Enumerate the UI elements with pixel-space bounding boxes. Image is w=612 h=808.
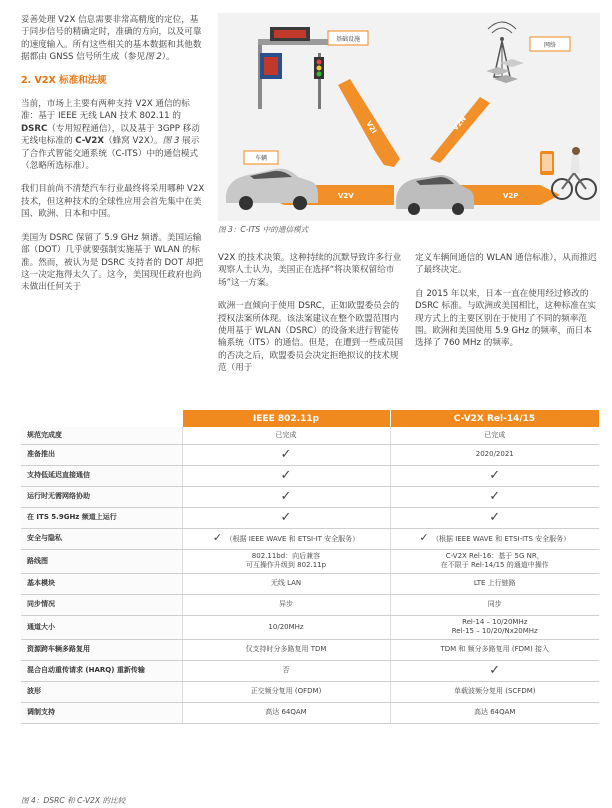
cv2x-cell: Rel-14 – 10/20MHz Rel-15 – 10/20/Nx20MHz (390, 615, 599, 639)
vehicle-label: 车辆 (254, 155, 268, 162)
cv2x-cell: 2020/2021 (390, 444, 599, 465)
feature-cell: 波形 (21, 681, 182, 702)
ieee-cell: 高达 64QAM (182, 702, 390, 723)
feature-cell: 调制支持 (21, 702, 182, 723)
standards-text-d: 展示了合作式智能交通系统（C-ITS）中的通信模式（忽略所选标准）。 (21, 136, 200, 172)
ieee-cell (182, 528, 390, 549)
checkmark-icon: ✓ (212, 531, 226, 544)
smartphone-icon (540, 151, 554, 175)
ieee-cell: ✓ (182, 486, 390, 507)
feature-cell: 规范完成度 (21, 427, 182, 444)
figure-4-caption: 图 4：DSRC 和 C-V2X 的比较 (21, 796, 126, 805)
figure-ref-3: 图 3 (162, 136, 180, 147)
ieee-cell: 异步 (182, 594, 390, 615)
ieee-cell: 无线 LAN (182, 573, 390, 594)
text-column-middle (218, 252, 404, 375)
cv2x-cell: 高达 64QAM (390, 702, 599, 723)
cv2x-cell: TDM 和 频分多路复用 (FDM) 接入 (390, 639, 599, 660)
cv2x-cell: ✓ (390, 465, 599, 486)
cv2x-cell: ✓ (390, 660, 599, 681)
feature-cell: 在 ITS 5.9GHz 频道上运行 (21, 507, 182, 528)
ieee-cell: ✓ (182, 507, 390, 528)
text-column-right (415, 252, 600, 350)
table-header-row (21, 410, 599, 427)
paragraph-gnss-end: ）。 (161, 52, 175, 63)
table-header-cv2x: C-V2X Rel-14/15 (390, 410, 599, 427)
table-row (21, 528, 599, 549)
feature-cell: 混合自动重传请求 (HARQ) 重新传输 (21, 660, 182, 681)
feature-cell: 支持低延迟直接通信 (21, 465, 182, 486)
feature-cell: 路线图 (21, 549, 182, 573)
table-row (21, 594, 599, 615)
cv2x-cell: LTE 上行链路 (390, 573, 599, 594)
v2v-label: V2V (338, 192, 354, 200)
dsrc-term: DSRC (21, 123, 48, 134)
v2i-label: V2I (364, 119, 378, 136)
table-row (21, 465, 599, 486)
table-row (21, 549, 599, 573)
paragraph-adoption: 我们目前尚不清楚汽车行业最终将采用哪种 V2X 技术，但这种技术的全球性应用会首先集中在美国、欧洲、日本和中国。 (21, 184, 205, 220)
table-row (21, 444, 599, 465)
checkmark-icon: ✓ (419, 531, 433, 544)
cv2x-term: C-V2X (75, 136, 104, 147)
ieee-cell: 仅支持时分多路复用 TDM (182, 639, 390, 660)
cv2x-cell: 同步 (390, 594, 599, 615)
table-row (21, 639, 599, 660)
table-row (21, 660, 599, 681)
cv2x-cell: ✓ (390, 486, 599, 507)
infrastructure-gantry (258, 27, 328, 109)
security-note: （根据 IEEE WAVE 和 ETSI-IT 安全服务） (225, 535, 360, 543)
paragraph-usa: 美国为 DSRC 保留了 5.9 GHz 频谱。美国运输部（DOT）几乎就要强制实施基于 WLAN 的标准。然而，被认为是 DSRC 支持者的 DOT 却把这一决定拖得太久了。这今，美国现任政府也尚未做出任何关于 (21, 232, 204, 293)
cv2x-cell: 单载波频分复用 (SCFDM) (390, 681, 599, 702)
table-row (21, 681, 599, 702)
c-its-diagram-svg (218, 13, 600, 221)
table-row (21, 486, 599, 507)
table-header-ieee: IEEE 802.11p (182, 410, 390, 427)
comparison-table (21, 410, 600, 724)
ieee-cell: ✓ (182, 444, 390, 465)
paragraph-gnss (21, 14, 205, 64)
feature-cell: 安全与隐私 (21, 528, 182, 549)
ieee-cell: 10/20MHz (182, 615, 390, 639)
standards-text-b: （专用短程通信），以及基于 3GPP 移动无线电标准的 (21, 123, 200, 147)
cyclist-icon (552, 147, 596, 199)
paragraph-europe: 欧洲一直倾向于使用 DSRC，正如欧盟委员会的授权法案所体现。该法案建议在整个欧盟范围内使用基于 WLAN（DSRC）的设备来进行智能传输系统（ITS）的通信。但是，在遭到一些成员国的否决之后，欧盟委员会决定拒绝拟议的技术规范（用于 (218, 301, 404, 374)
ieee-cell: 正交频分复用 (OFDM) (182, 681, 390, 702)
ieee-cell: 已完成 (182, 427, 390, 444)
ieee-cell: 802.11bd：向后兼容 可互操作升级到 802.11p (182, 549, 390, 573)
paragraph-europe-cont: 定义车辆间通信的 WLAN 通信标准），从而推迟了最终决定。 (415, 253, 597, 276)
standards-text-a: 当前，市场上主要有两种支持 V2X 通信的标准：基于 IEEE 无线 LAN 技术 802.11 的 (21, 99, 190, 122)
paragraph-gnss-text: 妥善处理 V2X 信息需要非常高精度的定位，基于同步信号的精确定时，准确的方向，以及可靠的速度输入。所有这些相关的基本数据和其他数据都由 GNSS 信号所生成（参见 (21, 15, 202, 63)
network-label: 网络 (543, 42, 557, 49)
paragraph-standards (21, 98, 205, 172)
feature-cell: 资源跨车辆多路复用 (21, 639, 182, 660)
cv2x-cell: C-V2X Rel-16：基于 5G NR， 在不限于 Rel-14/15 的通道中操作 (390, 549, 599, 573)
table-row (21, 507, 599, 528)
section-heading: 2. V2X 标准和法规 (21, 74, 107, 86)
cv2x-cell (390, 528, 599, 549)
paragraph-us-decision: V2X 的技术决策。这种持续的沉默导致许多行业观察人士认为，美国正在选择“将决策权留给市场”这一方案。 (218, 253, 402, 288)
v2n-label: V2N (451, 114, 468, 133)
table-row (21, 702, 599, 723)
table-row (21, 615, 599, 639)
figure-3-caption: 图 3：C-ITS 中的通信模式 (218, 225, 309, 234)
infra-label: 基础设施 (335, 36, 361, 43)
ieee-cell: 否 (182, 660, 390, 681)
table-row (21, 573, 599, 594)
car-middle-icon (396, 175, 474, 215)
network-tower (486, 22, 524, 83)
text-column-left (21, 14, 205, 294)
ieee-cell: ✓ (182, 465, 390, 486)
standards-text-c: （蜂窝 V2X）。 (104, 136, 163, 147)
car-left-icon (226, 169, 318, 210)
table-header-empty (21, 410, 182, 427)
feature-cell: 同步情况 (21, 594, 182, 615)
paragraph-japan: 自 2015 年以来，日本一直在使用经过修改的 DSRC 标准。与欧洲或美国相比，这种标准在实现方式上的主要区别在于使用了不同的频率范围。欧洲和美国使用 5.9 GHz 的频率，而日本选择了 760 MHz 的频率。 (415, 288, 597, 349)
figure-ref-2: 图 2 (145, 52, 162, 63)
v2p-label: V2P (503, 192, 519, 200)
feature-cell: 运行时无需网络协助 (21, 486, 182, 507)
c-its-diagram (218, 13, 600, 221)
feature-cell: 基本模块 (21, 573, 182, 594)
cv2x-cell: ✓ (390, 507, 599, 528)
feature-cell: 准备推出 (21, 444, 182, 465)
feature-cell: 通道大小 (21, 615, 182, 639)
security-note: （根据 IEEE WAVE 和 ETSI-ITS 安全服务） (432, 535, 571, 543)
cv2x-cell: 已完成 (390, 427, 599, 444)
table-row (21, 427, 599, 444)
